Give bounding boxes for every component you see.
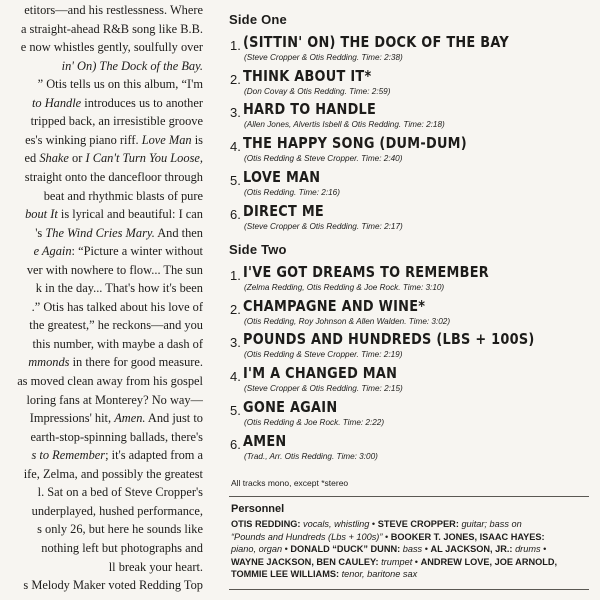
- prose-segment: Amen.: [114, 411, 146, 426]
- prose-segment: ed: [24, 151, 40, 166]
- prose-segment: Love Man: [141, 132, 192, 147]
- prose-segment: beat and rhythmic blasts of pure: [43, 188, 203, 203]
- prose-segment: And then: [154, 225, 203, 240]
- prose-line: [30, 409, 203, 427]
- personnel-segment: OTIS REDDING:: [231, 519, 301, 529]
- personnel-segment: drums: [515, 544, 541, 555]
- prose-segment: earth-stop-spinning ballads, there's: [30, 429, 203, 444]
- prose-line: [21, 38, 203, 56]
- personnel-segment: piano, organ: [231, 544, 283, 555]
- prose-segment: loring fans at Monterey? No way—: [26, 392, 203, 407]
- prose-segment: is: [191, 132, 203, 147]
- personnel-segment: •: [412, 556, 421, 567]
- prose-segment: ll break your heart.: [108, 559, 203, 574]
- personnel-segment: ANDREW LOVE, JOE ARNOLD,: [420, 556, 558, 567]
- prose-line: [62, 57, 203, 75]
- personnel-line: [231, 531, 591, 544]
- prose-line: [31, 446, 203, 464]
- prose-line: [30, 428, 203, 446]
- prose-segment: introduces us to another: [81, 95, 203, 110]
- track-credits: (Don Covay & Otis Redding. Time: 2:59): [244, 86, 391, 96]
- personnel-heading: Personnel: [231, 503, 285, 515]
- mono-stereo-note: All tracks mono, except *stereo: [231, 478, 349, 488]
- personnel-segment: •: [382, 531, 391, 542]
- personnel-segment: DONALD “DUCK” DUNN:: [290, 544, 401, 555]
- prose-segment: The Wind Cries Mary.: [45, 225, 155, 240]
- prose-line: [34, 242, 203, 260]
- prose-line: [29, 316, 203, 334]
- prose-segment: underplayed, hushed performance,: [31, 503, 203, 518]
- track-number: 2.: [230, 71, 241, 87]
- track-title: DIRECT ME: [243, 201, 324, 220]
- personnel-segment: tenor, baritone sax: [341, 569, 418, 580]
- prose-segment: s only 26, but here he sounds like: [37, 522, 203, 537]
- prose-line: [31, 112, 203, 130]
- personnel-segment: vocals, whistling: [302, 519, 370, 529]
- personnel-bottom-rule: [229, 589, 589, 590]
- track-number: 3.: [230, 105, 241, 121]
- personnel-segment: WAYNE JACKSON, BEN CAULEY:: [231, 556, 379, 567]
- prose-segment: tripped back, an irresistible groove: [30, 114, 203, 129]
- prose-segment: s Melody Maker voted Redding Top: [23, 578, 203, 593]
- personnel-line: [231, 568, 591, 581]
- personnel-top-rule: [229, 496, 589, 497]
- track-credits: (Otis Redding. Time: 2:16): [244, 187, 340, 197]
- prose-segment: 's: [35, 225, 46, 240]
- prose-segment: as moved clean away from his gospel: [17, 374, 203, 388]
- prose-segment: mmonds: [28, 355, 70, 370]
- prose-segment: es's winking piano riff.: [25, 132, 142, 147]
- prose-line: [32, 502, 203, 520]
- track-number: 5.: [230, 172, 241, 188]
- prose-segment: : “Picture a winter without: [71, 244, 203, 259]
- prose-line: [23, 576, 203, 594]
- track-credits: (Otis Redding & Steve Cropper. Time: 2:40): [244, 154, 403, 164]
- prose-line: [44, 187, 203, 205]
- personnel-segment: bass: [402, 544, 423, 555]
- personnel-segment: BOOKER T. JONES, ISAAC HAYES:: [390, 531, 545, 542]
- track-title: GONE AGAIN: [243, 397, 338, 416]
- track-title: CHAMPAGNE AND WINE*: [243, 296, 426, 315]
- prose-line: [28, 353, 203, 371]
- prose-segment: nothing left but photographs and: [41, 540, 203, 555]
- track-number: 6.: [230, 206, 241, 222]
- track-credits: (Otis Redding & Joe Rock. Time: 2:22): [244, 417, 385, 427]
- track-number: 4.: [230, 139, 241, 155]
- track-credits: (Otis Redding & Steve Cropper. Time: 2:19): [244, 350, 403, 360]
- prose-segment: .” Otis has talked about his love of: [31, 299, 203, 314]
- track-number: 1.: [230, 268, 241, 283]
- prose-line: [37, 520, 203, 538]
- prose-segment: to Handle: [31, 95, 82, 110]
- track-title: THE HAPPY SONG (DUM-DUM): [243, 134, 467, 153]
- prose-segment: Impressions' hit,: [29, 411, 115, 426]
- prose-segment: bout It: [25, 207, 58, 222]
- prose-line: [32, 298, 203, 316]
- track-title: (SITTIN' ON) THE DOCK OF THE BAY: [243, 33, 509, 51]
- prose-line: [38, 75, 203, 93]
- prose-line: [26, 391, 203, 409]
- prose-segment: ” Otis tells us on this album, “I'm: [37, 77, 203, 92]
- prose-segment: ver with nowhere to flow... The sun: [26, 262, 203, 277]
- prose-line: [27, 261, 203, 279]
- track-number: 2.: [230, 301, 241, 317]
- track-credits: (Steve Cropper & Otis Redding. Time: 2:38): [244, 53, 403, 62]
- prose-segment: And just to: [145, 411, 203, 426]
- prose-line: [38, 483, 203, 501]
- personnel-segment: •: [282, 544, 291, 555]
- personnel-line: [231, 543, 591, 556]
- prose-segment: straight onto the dancefloor through: [24, 169, 203, 184]
- track-credits: (Zelma Redding, Otis Redding & Joe Rock. Time: 3:10): [244, 283, 445, 292]
- side-two-heading: Side Two: [229, 242, 287, 257]
- personnel-segment: “Pounds and Hundreds (Lbs + 100s)”: [231, 531, 383, 542]
- track-title: THINK ABOUT IT*: [243, 66, 372, 85]
- personnel-line: [231, 556, 591, 569]
- track-number: 5.: [230, 402, 241, 418]
- prose-line: [21, 20, 203, 38]
- prose-line: [24, 1, 203, 19]
- track-title: LOVE MAN: [243, 167, 321, 186]
- track-credits: (Steve Cropper & Otis Redding. Time: 2:17): [244, 221, 403, 231]
- prose-segment: ife, Zelma, and possibly the greatest: [23, 466, 203, 481]
- prose-line: [24, 465, 203, 483]
- personnel-segment: AL JACKSON, JR.:: [430, 544, 513, 555]
- prose-segment: is lyrical and beautiful: I can: [57, 207, 203, 222]
- prose-line: [25, 131, 203, 149]
- prose-line: [32, 94, 203, 112]
- track-title: AMEN: [243, 431, 287, 450]
- track-credits: (Otis Redding, Roy Johnson & Allen Walden. Time: 3:02): [244, 316, 451, 326]
- track-credits: (Steve Cropper & Otis Redding. Time: 2:15): [244, 384, 403, 394]
- personnel-segment: guitar; bass on: [461, 519, 522, 529]
- prose-segment: Shake: [39, 151, 69, 166]
- personnel-segment: •: [540, 544, 547, 555]
- personnel-credits: [231, 518, 591, 581]
- track-number: 1.: [230, 38, 241, 53]
- personnel-segment: •: [422, 544, 431, 555]
- track-title: HARD TO HANDLE: [243, 100, 377, 119]
- prose-line: [25, 149, 203, 167]
- prose-segment: etitors—and his restlessness. Where: [24, 3, 203, 17]
- prose-segment: in there for good measure.: [69, 355, 203, 370]
- personnel-segment: •: [369, 519, 378, 529]
- liner-notes-prose: [0, 0, 203, 600]
- prose-line: [25, 205, 203, 223]
- prose-segment: this number, with maybe a dash of: [32, 336, 203, 351]
- prose-segment: e now whistles gently, soulfully over: [20, 40, 203, 55]
- personnel-line: [231, 518, 591, 531]
- prose-segment: e Again: [33, 244, 72, 259]
- prose-segment: or: [68, 151, 86, 166]
- prose-line: [109, 558, 203, 576]
- prose-segment: s to Remember: [31, 448, 106, 463]
- prose-segment: ; it's adapted from a: [105, 448, 203, 463]
- track-number: 6.: [230, 436, 241, 452]
- prose-segment: l. Sat on a bed of Steve Cropper's: [37, 485, 203, 500]
- prose-segment: k in the day... That's how it's been: [35, 281, 203, 296]
- prose-segment: in' On) The Dock of the Bay.: [61, 58, 203, 73]
- track-number: 3.: [230, 335, 241, 351]
- side-one-heading: Side One: [229, 12, 287, 27]
- prose-line: [35, 224, 203, 242]
- prose-line: [32, 335, 203, 353]
- personnel-segment: trumpet: [381, 556, 413, 567]
- track-number: 4.: [230, 369, 241, 385]
- prose-segment: the greatest,” he reckons—and you: [29, 318, 203, 333]
- track-title: I'VE GOT DREAMS TO REMEMBER: [243, 263, 489, 281]
- prose-segment: a straight-ahead R&B song like B.B.: [20, 21, 203, 36]
- prose-line: [17, 372, 203, 390]
- track-credits: (Allen Jones, Alvertis Isbell & Otis Redding. Time: 2:18): [244, 120, 445, 130]
- prose-line: [36, 279, 203, 297]
- track-credits: (Trad., Arr. Otis Redding. Time: 3:00): [244, 451, 378, 461]
- personnel-segment: STEVE CROPPER:: [377, 519, 459, 529]
- track-title: I'M A CHANGED MAN: [243, 364, 398, 383]
- prose-line: [25, 168, 203, 186]
- personnel-segment: TOMMIE LEE WILLIAMS:: [231, 569, 340, 580]
- track-title: POUNDS AND HUNDREDS (LBS + 100S): [243, 330, 535, 349]
- prose-line: [41, 539, 203, 557]
- prose-segment: I Can't Turn You Loose,: [85, 151, 203, 166]
